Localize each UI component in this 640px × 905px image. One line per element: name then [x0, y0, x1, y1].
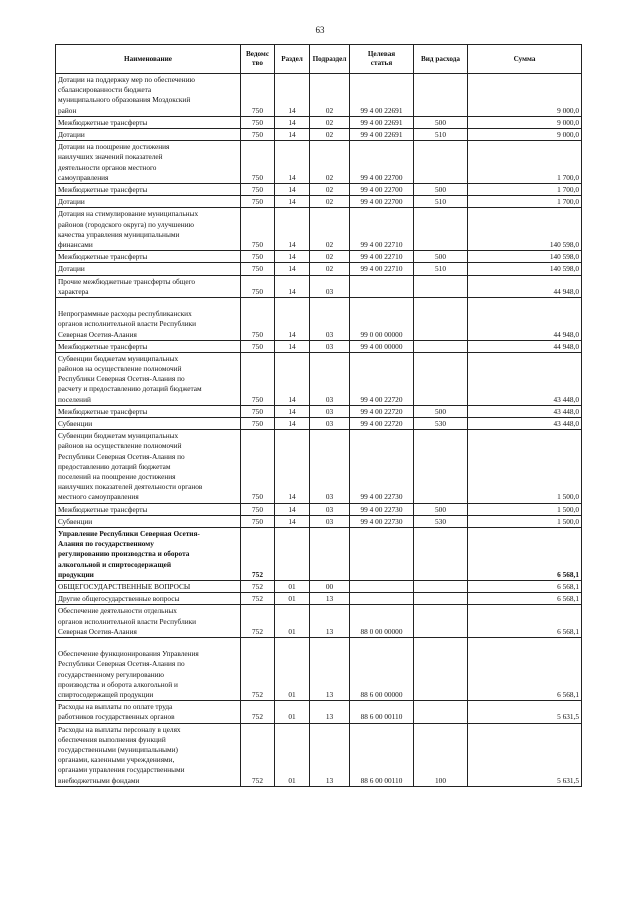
row-name-cell: Межбюджетные трансферты	[56, 405, 241, 417]
row-expense-cell: 500	[414, 183, 468, 195]
row-sum-cell: 6 568,1	[468, 528, 582, 581]
row-expense-cell: 510	[414, 128, 468, 140]
row-target-cell	[350, 528, 414, 581]
row-dept-cell: 752	[241, 581, 275, 593]
row-section-cell: 14	[275, 297, 310, 340]
row-name-cell: Межбюджетные трансферты	[56, 116, 241, 128]
row-subsection-cell: 02	[310, 196, 350, 208]
row-subsection-cell: 02	[310, 74, 350, 117]
table-row	[56, 352, 582, 405]
row-name-cell: Расходы на выплаты по оплате труда работников государственных органов	[56, 701, 241, 723]
row-name-cell: Обеспечение функционирования Управления Республики Северная Осетия-Алания по государственному регулированию производства и оборота алкогольной и спиртосодержащей продукции	[56, 638, 241, 701]
row-target-cell: 99 4 00 22691	[350, 74, 414, 117]
row-expense-cell	[414, 605, 468, 638]
row-section-cell: 14	[275, 418, 310, 430]
row-expense-cell: 510	[414, 196, 468, 208]
row-expense-cell: 530	[414, 515, 468, 527]
row-section-cell: 14	[275, 515, 310, 527]
row-sum-cell: 44 948,0	[468, 340, 582, 352]
row-target-cell	[350, 275, 414, 297]
row-dept-cell: 750	[241, 251, 275, 263]
row-target-cell: 99 4 00 22710	[350, 263, 414, 275]
table-row	[56, 515, 582, 527]
row-target-cell: 88 6 00 00110	[350, 723, 414, 786]
table-row	[56, 581, 582, 593]
row-dept-cell: 752	[241, 593, 275, 605]
header-expense-type: Вид расхода	[414, 45, 468, 74]
row-expense-cell: 100	[414, 723, 468, 786]
table-row	[56, 723, 582, 786]
row-sum-cell: 9 000,0	[468, 116, 582, 128]
table-row	[56, 430, 582, 503]
row-subsection-cell: 02	[310, 263, 350, 275]
row-sum-cell: 1 500,0	[468, 430, 582, 503]
table-row	[56, 503, 582, 515]
row-sum-cell: 5 631,5	[468, 701, 582, 723]
row-section-cell: 01	[275, 638, 310, 701]
table-row	[56, 405, 582, 417]
table-row	[56, 528, 582, 581]
row-section-cell: 14	[275, 251, 310, 263]
row-dept-cell: 750	[241, 340, 275, 352]
table-row	[56, 141, 582, 184]
row-target-cell: 88 6 00 00000	[350, 638, 414, 701]
row-sum-cell: 1 700,0	[468, 183, 582, 195]
row-target-cell	[350, 593, 414, 605]
row-name-cell: Дотация на стимулирование муниципальных районов (городского округа) по улучшению качества управления муниципальными финансами	[56, 208, 241, 251]
row-target-cell: 99 4 00 22730	[350, 503, 414, 515]
row-subsection-cell: 13	[310, 701, 350, 723]
row-name-cell: Непрограммные расходы республиканских органов исполнительной власти Республики Северная Осетия-Алания	[56, 297, 241, 340]
row-dept-cell: 750	[241, 418, 275, 430]
row-subsection-cell: 03	[310, 340, 350, 352]
row-subsection-cell: 03	[310, 503, 350, 515]
row-dept-cell: 750	[241, 116, 275, 128]
row-section-cell: 14	[275, 352, 310, 405]
row-section-cell: 01	[275, 723, 310, 786]
table-row	[56, 593, 582, 605]
row-subsection-cell: 03	[310, 430, 350, 503]
row-expense-cell: 500	[414, 251, 468, 263]
row-section-cell: 01	[275, 581, 310, 593]
table-header	[56, 45, 582, 74]
row-target-cell: 88 0 00 00000	[350, 605, 414, 638]
row-expense-cell	[414, 581, 468, 593]
row-sum-cell: 140 598,0	[468, 251, 582, 263]
row-section-cell: 14	[275, 141, 310, 184]
row-dept-cell: 750	[241, 352, 275, 405]
row-subsection-cell: 02	[310, 208, 350, 251]
row-section-cell: 14	[275, 208, 310, 251]
row-name-cell: Межбюджетные трансферты	[56, 340, 241, 352]
row-sum-cell: 6 568,1	[468, 581, 582, 593]
row-dept-cell: 752	[241, 638, 275, 701]
row-section-cell: 14	[275, 263, 310, 275]
row-dept-cell: 752	[241, 723, 275, 786]
table-row	[56, 183, 582, 195]
row-name-cell: Межбюджетные трансферты	[56, 251, 241, 263]
row-sum-cell: 44 948,0	[468, 275, 582, 297]
row-sum-cell: 6 568,1	[468, 638, 582, 701]
row-subsection-cell: 02	[310, 183, 350, 195]
table-row	[56, 605, 582, 638]
row-subsection-cell: 13	[310, 723, 350, 786]
row-sum-cell: 140 598,0	[468, 263, 582, 275]
row-subsection-cell: 02	[310, 128, 350, 140]
row-dept-cell: 750	[241, 405, 275, 417]
row-expense-cell	[414, 593, 468, 605]
row-name-cell: Другие общегосударственные вопросы	[56, 593, 241, 605]
row-dept-cell: 752	[241, 605, 275, 638]
row-subsection-cell: 03	[310, 297, 350, 340]
row-target-cell: 99 4 00 22710	[350, 208, 414, 251]
row-expense-cell	[414, 340, 468, 352]
row-name-cell: Межбюджетные трансферты	[56, 183, 241, 195]
row-subsection-cell: 02	[310, 116, 350, 128]
page-number: 63	[315, 25, 325, 35]
row-target-cell: 99 4 00 22700	[350, 196, 414, 208]
row-sum-cell: 6 568,1	[468, 593, 582, 605]
row-dept-cell: 750	[241, 208, 275, 251]
row-target-cell	[350, 581, 414, 593]
row-dept-cell: 750	[241, 196, 275, 208]
row-target-cell: 99 4 00 22730	[350, 430, 414, 503]
row-sum-cell: 6 568,1	[468, 605, 582, 638]
row-target-cell: 88 6 00 00110	[350, 701, 414, 723]
row-subsection-cell: 03	[310, 352, 350, 405]
row-section-cell: 01	[275, 593, 310, 605]
row-sum-cell: 44 948,0	[468, 297, 582, 340]
row-expense-cell	[414, 638, 468, 701]
row-section-cell: 14	[275, 196, 310, 208]
header-sum: Сумма	[468, 45, 582, 74]
table-body	[56, 74, 582, 787]
row-section-cell: 14	[275, 430, 310, 503]
table-row	[56, 275, 582, 297]
row-dept-cell: 750	[241, 275, 275, 297]
row-sum-cell: 1 700,0	[468, 196, 582, 208]
row-expense-cell	[414, 430, 468, 503]
row-subsection-cell: 03	[310, 515, 350, 527]
row-sum-cell: 1 500,0	[468, 503, 582, 515]
row-target-cell: 99 4 00 22720	[350, 405, 414, 417]
row-expense-cell: 510	[414, 263, 468, 275]
row-sum-cell: 140 598,0	[468, 208, 582, 251]
row-dept-cell: 750	[241, 297, 275, 340]
row-section-cell: 14	[275, 116, 310, 128]
row-subsection-cell: 13	[310, 593, 350, 605]
row-name-cell: Субвенции бюджетам муниципальных районов на осуществление полномочий Республики Северная Осетия-Алания по расчету и предоставлению дотаций бюджетам поселений	[56, 352, 241, 405]
row-sum-cell: 9 000,0	[468, 128, 582, 140]
table-row	[56, 208, 582, 251]
row-subsection-cell: 13	[310, 605, 350, 638]
header-dept: Ведомс тво	[241, 45, 275, 74]
row-dept-cell: 750	[241, 515, 275, 527]
table-row	[56, 638, 582, 701]
row-subsection-cell: 02	[310, 251, 350, 263]
table-row	[56, 297, 582, 340]
row-target-cell: 99 4 00 22720	[350, 352, 414, 405]
row-expense-cell: 500	[414, 503, 468, 515]
row-name-cell: Межбюджетные трансферты	[56, 503, 241, 515]
row-name-cell: ОБЩЕГОСУДАРСТВЕННЫЕ ВОПРОСЫ	[56, 581, 241, 593]
row-dept-cell: 750	[241, 141, 275, 184]
row-section-cell	[275, 528, 310, 581]
row-expense-cell	[414, 352, 468, 405]
row-section-cell: 14	[275, 275, 310, 297]
row-name-cell: Управление Республики Северная Осетия- Алания по государственному регулированию производства и оборота алкогольной и спиртосодержащей продукции	[56, 528, 241, 581]
row-name-cell: Субвенции	[56, 515, 241, 527]
table-row	[56, 340, 582, 352]
row-subsection-cell	[310, 528, 350, 581]
row-expense-cell: 500	[414, 405, 468, 417]
row-expense-cell	[414, 701, 468, 723]
row-target-cell: 99 4 00 22710	[350, 251, 414, 263]
table-row	[56, 196, 582, 208]
row-target-cell: 99 4 00 22700	[350, 141, 414, 184]
row-section-cell: 14	[275, 503, 310, 515]
table-row	[56, 251, 582, 263]
row-dept-cell: 750	[241, 128, 275, 140]
row-section-cell: 14	[275, 74, 310, 117]
row-expense-cell	[414, 275, 468, 297]
row-section-cell: 01	[275, 605, 310, 638]
row-name-cell: Обеспечение деятельности отдельных органов исполнительной власти Республики Северная Осетия-Алания	[56, 605, 241, 638]
row-section-cell: 14	[275, 128, 310, 140]
row-name-cell: Дотации на поддержку мер по обеспечению сбалансированности бюджета муниципального образования Моздокский район	[56, 74, 241, 117]
row-expense-cell	[414, 528, 468, 581]
row-name-cell: Дотации	[56, 128, 241, 140]
row-expense-cell	[414, 208, 468, 251]
table-row	[56, 263, 582, 275]
row-expense-cell	[414, 297, 468, 340]
header-target: Целевая статья	[350, 45, 414, 74]
row-name-cell: Прочие межбюджетные трансферты общего характера	[56, 275, 241, 297]
row-name-cell: Субвенции бюджетам муниципальных районов на осуществление полномочий Республики Северная Осетия-Алания по предоставлению дотаций бюджетам поселений на поощрение достижения наилучших показателей деятельности органов местного самоуправления	[56, 430, 241, 503]
row-expense-cell	[414, 74, 468, 117]
row-name-cell: Дотации на поощрение достижения наилучших значений показателей деятельности органов местного самоуправления	[56, 141, 241, 184]
table-row	[56, 116, 582, 128]
row-name-cell: Дотации	[56, 263, 241, 275]
row-dept-cell: 752	[241, 528, 275, 581]
row-target-cell: 99 4 00 22691	[350, 116, 414, 128]
row-sum-cell: 9 000,0	[468, 74, 582, 117]
row-section-cell: 14	[275, 340, 310, 352]
row-section-cell: 14	[275, 405, 310, 417]
row-target-cell: 99 4 00 22691	[350, 128, 414, 140]
table-row	[56, 418, 582, 430]
row-sum-cell: 43 448,0	[468, 405, 582, 417]
row-expense-cell: 530	[414, 418, 468, 430]
row-dept-cell: 750	[241, 263, 275, 275]
row-subsection-cell: 03	[310, 275, 350, 297]
row-subsection-cell: 13	[310, 638, 350, 701]
row-sum-cell: 1 700,0	[468, 141, 582, 184]
table-row	[56, 128, 582, 140]
row-dept-cell: 750	[241, 430, 275, 503]
row-sum-cell: 1 500,0	[468, 515, 582, 527]
row-target-cell: 99 4 00 22720	[350, 418, 414, 430]
row-target-cell: 99 0 00 00000	[350, 297, 414, 340]
row-section-cell: 01	[275, 701, 310, 723]
header-subsection: Подраздел	[310, 45, 350, 74]
row-subsection-cell: 03	[310, 418, 350, 430]
row-subsection-cell: 00	[310, 581, 350, 593]
row-target-cell: 99 4 00 22700	[350, 183, 414, 195]
row-subsection-cell: 02	[310, 141, 350, 184]
row-section-cell: 14	[275, 183, 310, 195]
row-dept-cell: 750	[241, 183, 275, 195]
budget-table	[55, 44, 582, 787]
row-sum-cell: 43 448,0	[468, 352, 582, 405]
row-sum-cell: 43 448,0	[468, 418, 582, 430]
row-target-cell: 99 4 00 00000	[350, 340, 414, 352]
header-name: Наименование	[56, 45, 241, 74]
row-dept-cell: 750	[241, 503, 275, 515]
row-dept-cell: 752	[241, 701, 275, 723]
table-row	[56, 74, 582, 117]
row-name-cell: Расходы на выплаты персоналу в целях обеспечения выполнения функций государственными (муниципальными) органами, казенными учреждениями, органами управления государственными внебюджетными фондами	[56, 723, 241, 786]
row-target-cell: 99 4 00 22730	[350, 515, 414, 527]
table-row	[56, 701, 582, 723]
header-section: Раздел	[275, 45, 310, 74]
row-name-cell: Субвенции	[56, 418, 241, 430]
row-expense-cell	[414, 141, 468, 184]
row-expense-cell: 500	[414, 116, 468, 128]
row-dept-cell: 750	[241, 74, 275, 117]
row-subsection-cell: 03	[310, 405, 350, 417]
row-name-cell: Дотации	[56, 196, 241, 208]
row-sum-cell: 5 631,5	[468, 723, 582, 786]
